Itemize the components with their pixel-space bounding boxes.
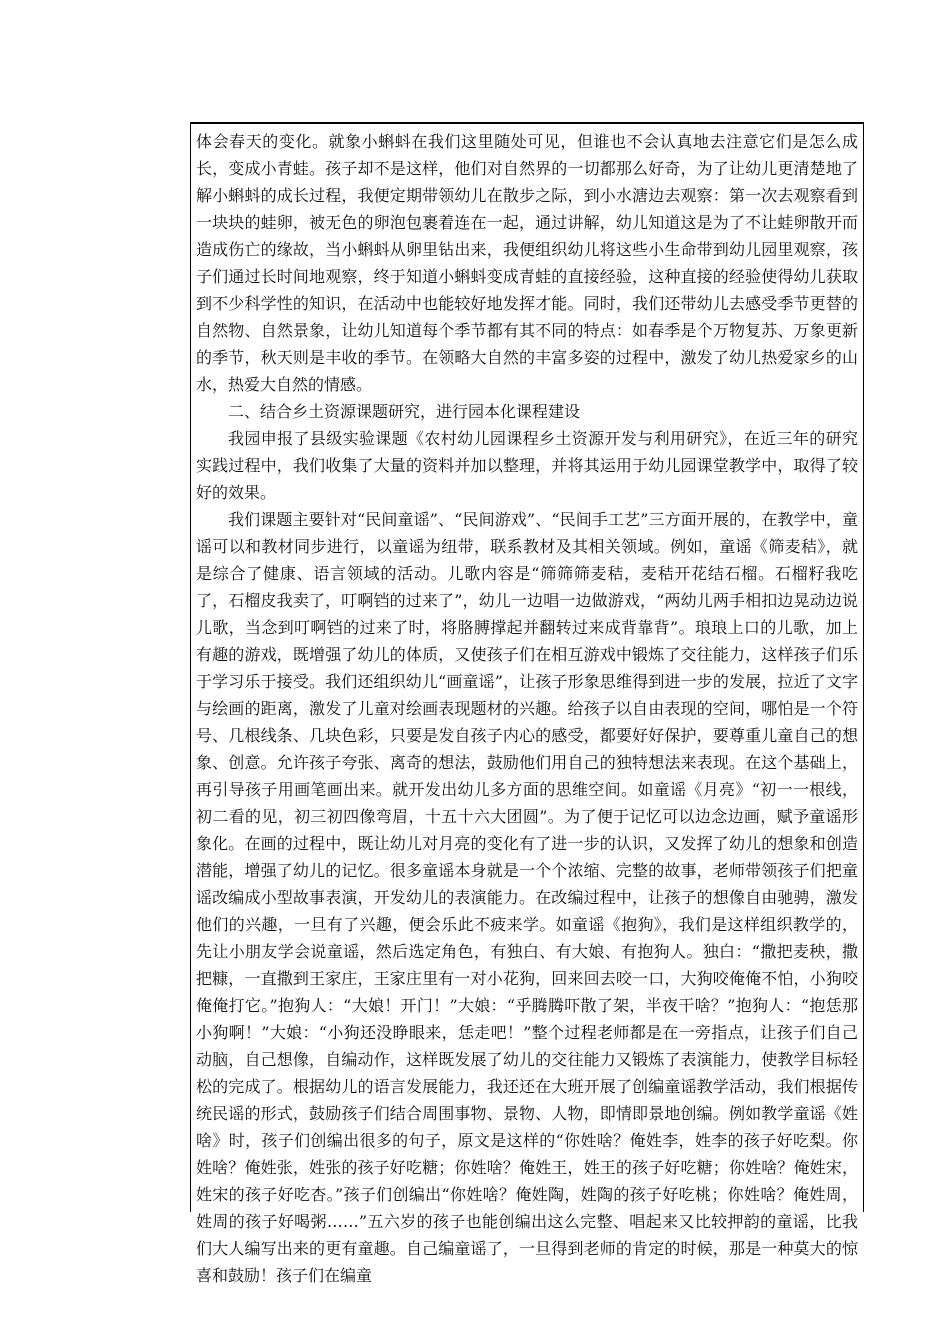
section-heading-local-resources: 二、结合乡土资源课题研究，进行园本化课程建设 bbox=[228, 402, 581, 421]
paragraph-nursery-rhymes: 我们课题主要针对“民间童谣”、“民间游戏”、“民间手工艺”三方面开展的，在教学中，童谣可以和教材同步进行，以童谣为纽带，联系教材及其相关领域。例如，童谣《筛麦秸》，就是综合了健康、语言领域的活动。儿歌内容是“筛筛筛麦秸，麦秸开花结石榴。石榴籽我吃了，石榴皮我卖了，叮啊铛的过来了”，幼儿一边唱一边做游戏，“两幼儿两手相扣边晃动边说儿歌，当念到叮啊铛的过来了时，将胳膊撑起并翻转过来成背靠背”。琅琅上口的儿歌，加上有趣的游戏，既增强了幼儿的体质，又使孩子们在相互游戏中锻炼了交往能力，这样孩子们乐于学习乐于接受。我们还组织幼儿“画童谣”，让孩子形象思维得到进一步的发展，拉近了文字与绘画的距离，激发了儿童对绘画表现题材的兴趣。给孩子以自由表现的空间，哪怕是一个符号、几根线条、几块色彩，只要是发自孩子内心的感受，都要好好保护，要尊重儿童自己的想象、创意。允许孩子夸张、离奇的想法，鼓励他们用自己的独特想法来表现。在这个基础上，再引导孩子用画笔画出来。就开发出幼儿多方面的思维空间。如童谣《月亮》“初一一根线，初二看的见，初三初四像弯眉，十五十六大团圆”。为了便于记忆可以边念边画，赋予童谣形象化。在画的过程中，既让幼儿对月亮的变化有了进一步的认识，又发挥了幼儿的想象和创造潜能，增强了幼儿的记忆。很多童谣本身就是一个个浓缩、完整的故事，老师带领孩子们把童谣改编成小型故事表演，开发幼儿的表演能力。在改编过程中，让孩子的想像自由驰骋，激发他们的兴趣，一旦有了兴趣，便会乐此不疲来学。如童谣《抱狗》，我们是这样组织教学的，先让小朋友学会说童谣，然后选定角色，有独白、有大娘、有抱狗人。独白：“撒把麦秧，撒把糠，一直撒到王家庄，王家庄里有一对小花狗，回来回去咬一口，大狗咬俺俺不怕，小狗咬俺俺打它。”抱狗人：“大娘！开门！”大娘：“乎腾腾吓散了架，半夜干啥？”抱狗人：“抱恁那小狗啊！”大娘：“小狗还没睁眼来，恁走吧！”整个过程老师都是在一旁指点，让孩子们自己动脑，自己想像，自编动作，这样既发展了幼儿的交往能力又锻炼了表演能力，使教学目标轻松的完成了。根据幼儿的语言发展能力，我还还在大班开展了创编童谣教学活动，我们根据传统民谣的形式，鼓励孩子们结合周围事物、景物、人物，即情即景地创编。例如教学童谣《姓啥》时，孩子们创编出很多的句子，原文是这样的“你姓啥？俺姓李，姓李的孩子好吃梨。你姓啥？俺姓张，姓张的孩子好吃糖；你姓啥？俺姓王，姓王的孩子好吃糖；你姓啥？俺姓宋，姓宋的孩子好吃杏。”孩子们创编出“你姓啥？俺姓陶，姓陶的孩子好吃桃；你姓啥？俺姓周，姓周的孩子好喝粥……”五六岁的孩子也能创编出这么完整、唱起来又比较押韵的童谣，比我们大人编写出来的更有童趣。自己编童谣了，一旦得到老师的肯定的时候，那是一种莫大的惊喜和鼓励！孩子们在编童 bbox=[196, 510, 858, 1285]
paragraph-research-project: 我园申报了县级实验课题《农村幼儿园课程乡土资源开发与利用研究》，在近三年的研究实践过程中，我们收集了大量的资料并加以整理，并将其运用于幼儿园课堂教学中，取得了较好的效果。 bbox=[196, 429, 858, 502]
document-frame bbox=[190, 122, 864, 1285]
document-body bbox=[196, 128, 858, 1289]
paragraph-spring-observation: 体会春天的变化。就象小蝌蚪在我们这里随处可见，但谁也不会认真地去注意它们是怎么成长，变成小青蛙。孩子却不是这样，他们对自然界的一切都那么好奇，为了让幼儿更清楚地了解小蝌蚪的成长过程，我便定期带领幼儿在散步之际，到小水溏边去观察：第一次去观察看到一块块的蛙卵，被无色的卵泡包裹着连在一起，通过讲解，幼儿知道这是为了不让蛙卵散开而造成伤亡的缘故，当小蝌蚪从卵里钻出来，我便组织幼儿将这些小生命带到幼儿园里观察，孩子们通过长时间地观察，终于知道小蝌蚪变成青蛙的直接经验，这种直接的经验使得幼儿获取到不少科学性的知识，在活动中也能较好地发挥才能。同时，我们还带幼儿去感受季节更替的自然物、自然景象，让幼儿知道每个季节都有其不同的特点：如春季是个万物复苏、万象更新的季节，秋天则是丰收的季节。在领略大自然的丰富多姿的过程中，激发了幼儿热爱家乡的山水，热爱大自然的情感。 bbox=[196, 132, 858, 394]
